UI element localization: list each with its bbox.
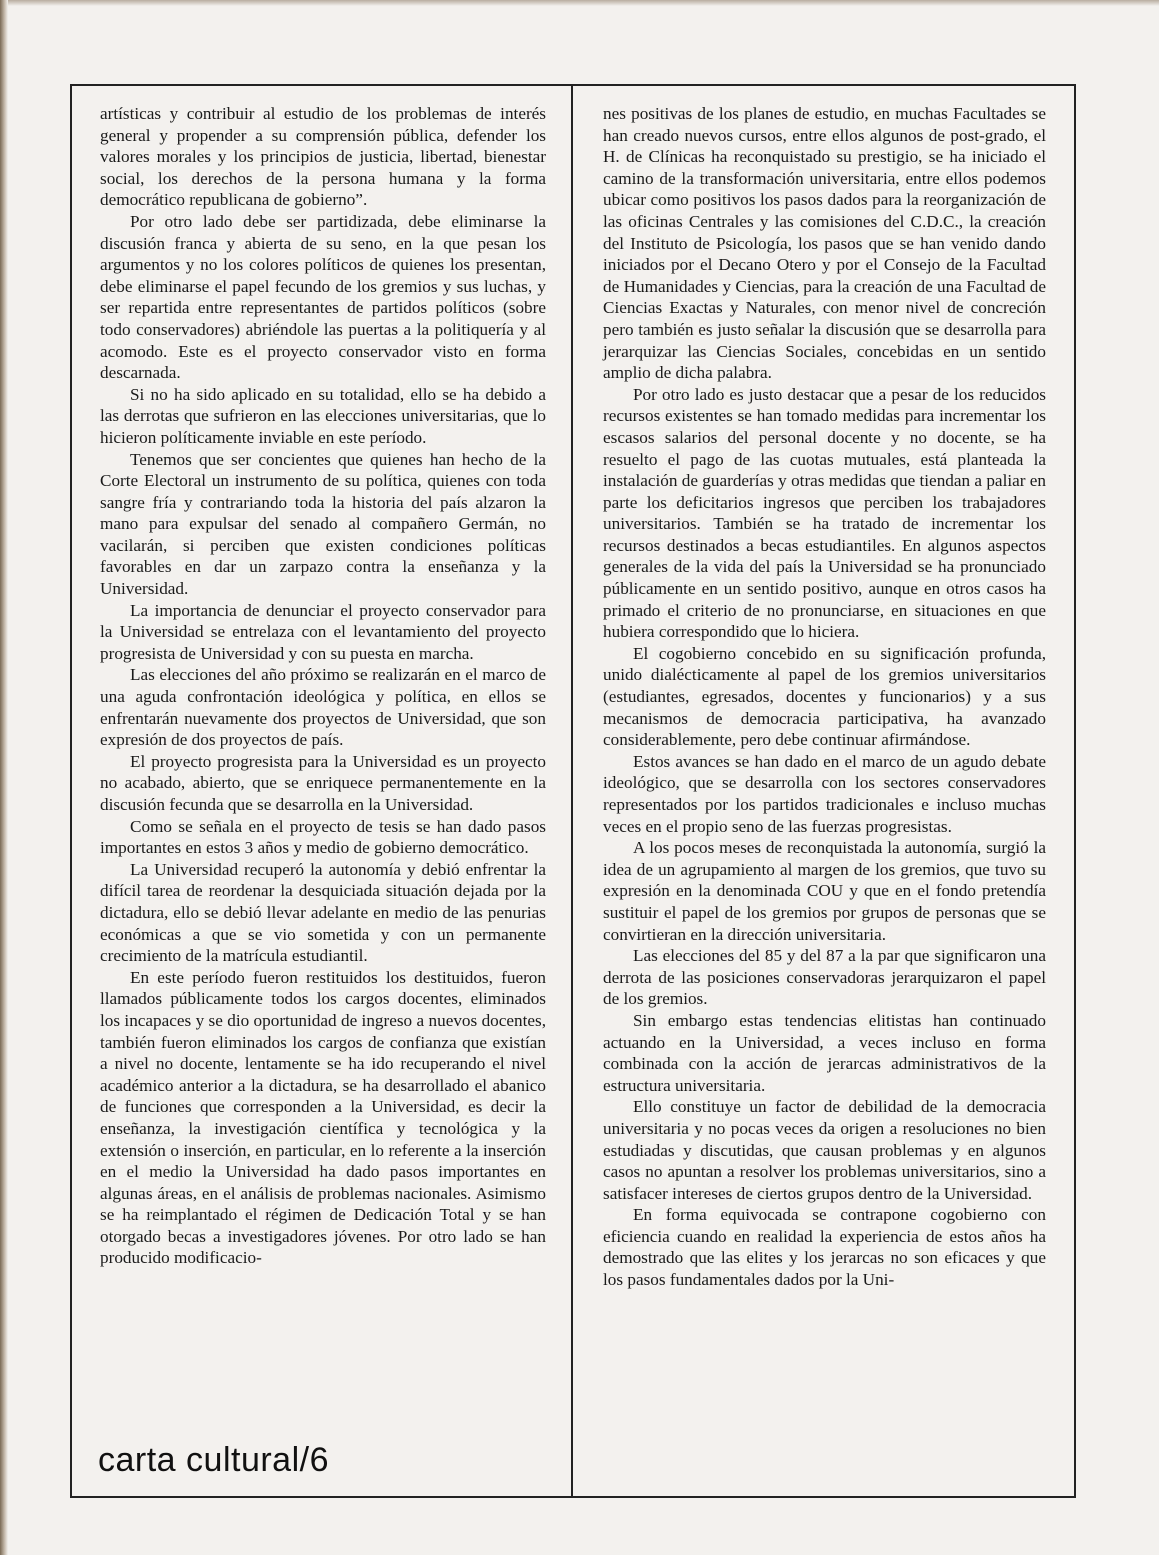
paragraph: Ello constituye un factor de debilidad de la democracia universitaria y no pocas veces da origen a resoluciones no bien estudiadas y discutidas, que causan problemas y en algunos casos no apuntan a resolver los problemas universitarios, sino a satisfacer intereses de ciertos grupos dentro de la Universidad.: [603, 1097, 1046, 1203]
paragraph: La Universidad recuperó la autonomía y debió enfrentar la difícil tarea de reordenar la desquiciada situación dejada por la dictadura, ello se debió llevar adelante en medio de las penurias económicas a que se vio sometida y con un permanente crecimiento de la matrícula estudiantil.: [100, 859, 546, 966]
paragraph: A los pocos meses de reconquistada la autonomía, surgió la idea de un agrupamiento al margen de los gremios, que tuvo su expresión en la denominada COU y que en el fondo pretendía sustituir el papel de los gremios por grupos de personas que se convirtieran en la dirección universitaria.: [603, 838, 1046, 944]
paragraph: En este período fueron restituidos los destituidos, fueron llamados públicamente todos los cargos docentes, eliminados los incapaces y se dio oportunidad de ingreso a nuevos docentes, también fueron eliminados los cargos de confianza que existían a nivel no docente, lentamente se ha ido recuperando el nivel académico anterior a la dictadura, se ha desarrollado el abanico de funciones que corresponden a la Universidad, es decir la enseñanza, la investigación científica y tecnológica y la extensión o inserción, en particular, en lo referente a la inserción en el medio la Universidad ha dado pasos importantes en algunas áreas, en el análisis de problemas nacionales. Asimismo se ha reimplantado el régimen de Dedicación Total y se han otorgado becas a investigadores jóvenes. Por otro lado se han producido modificacio-: [100, 967, 546, 1268]
left-column: [100, 103, 546, 1269]
paragraph: Como se señala en el proyecto de tesis se han dado pasos importantes en estos 3 años y medio de gobierno democrático.: [100, 816, 546, 858]
paragraph: Estos avances se han dado en el marco de un agudo debate ideológico, que se desarrolla con los sectores conservadores representados por los partidos tradicionales e incluso muchas veces en el propio seno de las fuerzas progresistas.: [603, 751, 1046, 836]
paragraph: El proyecto progresista para la Universidad es un proyecto no acabado, abierto, que se enriquece permanentemente en la discusión fecunda que se desarrolla en la Universidad.: [100, 751, 546, 814]
paragraph: Si no ha sido aplicado en su totalidad, ello se ha debido a las derrotas que sufrieron en las elecciones universitarias, que lo hicieron políticamente inviable en este período.: [100, 384, 546, 447]
paragraph: Por otro lado es justo destacar que a pesar de los reducidos recursos existentes se han tomado medidas para incrementar los escasos salarios del personal docente y no docente, se ha resuelto el pago de las cuotas mutuales, está planteada la instalación de guarderías y otras medidas que tiendan a paliar en parte los deficitarios ingresos que perciben los trabajadores universitarios. También se ha tratado de incrementar los recursos destinados a becas estudiantiles. En algunos aspectos generales de la vida del país la Universidad se ha pronunciado públicamente en un sentido positivo, aunque en otros casos ha primado el criterio de no pronunciarse, en situaciones en que hubiera correspondido que lo hiciera.: [603, 384, 1046, 642]
paragraph: Por otro lado debe ser partidizada, debe eliminarse la discusión franca y abierta de su seno, en la que pesan los argumentos y no los colores políticos de quienes los presentan, debe eliminarse el papel fecundo de los gremios y sus luchas, y ser repartida entre representantes de partidos políticos (sobre todo conservadores) abriéndole las puertas a la politiquería y al acomodo. Este es el proyecto conservador visto en forma descarnada.: [100, 211, 546, 383]
column-divider: [571, 84, 573, 1498]
paragraph: Las elecciones del año próximo se realizarán en el marco de una aguda confrontación ideológica y política, en ellos se enfrentarán nuevamente dos proyectos de Universidad, que son expresión de dos proyectos de país.: [100, 665, 546, 750]
paragraph: El cogobierno concebido en su significación profunda, unido dialécticamente al papel de los gremios universitarios (estudiantes, egresados, docentes y funcionarios) y a sus mecanismos de democracia participativa, ha avanzado considerablemente, pero debe continuar afirmándose.: [603, 643, 1046, 750]
paragraph: Las elecciones del 85 y del 87 a la par que significaron una derrota de las posiciones conservadoras jerarquizaron el papel de los gremios.: [603, 946, 1046, 1009]
page-edge-top: [0, 0, 1159, 6]
paragraph: En forma equivocada se contrapone cogobierno con eficiencia cuando en realidad la experiencia de estos años ha demostrado que las elites y los jerarcas no son eficaces y que los pasos fundamentales dados por la Uni-: [603, 1205, 1046, 1290]
paragraph: artísticas y contribuir al estudio de los problemas de interés general y propender a su comprensión pública, defender los valores morales y los principios de justicia, libertad, bienestar social, los derechos de la persona humana y la forma democrático republicana de gobierno”.: [100, 104, 546, 210]
paragraph: Sin embargo estas tendencias elitistas han continuado actuando en la Universidad, a veces incluso en forma combinada con la acción de jerarcas administrativos de la estructura universitaria.: [603, 1010, 1046, 1095]
paragraph: La importancia de denunciar el proyecto conservador para la Universidad se entrelaza con el levantamiento del proyecto progresista de Universidad y con su puesta en marcha.: [100, 600, 546, 663]
paragraph: Tenemos que ser concientes que quienes han hecho de la Corte Electoral un instrumento de su política, quienes con toda sangre fría y contrariando toda la historia del país alzaron la mano para expulsar del senado al compañero Germán, no vacilarán, si perciben que existen condiciones políticas favorables en dar un zarpazo contra la enseñanza y la Universidad.: [100, 449, 546, 599]
footer-page-title: carta cultural/6: [98, 1441, 329, 1479]
right-column: [603, 103, 1046, 1291]
page-edge-left: [0, 0, 8, 1555]
paragraph: nes positivas de los planes de estudio, en muchas Facultades se han creado nuevos cursos, entre ellos algunos de post-grado, el H. de Clínicas ha reconquistado su prestigio, se ha iniciado el camino de la transformación universitaria, entre ellos podemos ubicar como positivos los pasos dados para la reorganización de las oficinas Centrales y las comisiones del C.D.C., la creación del Instituto de Psicología, los pasos que se han venido dando iniciados por el Decano Otero y por el Consejo de la Facultad de Humanidades y Ciencias, para la creación de una Facultad de Ciencias Exactas y Naturales, con menor nivel de concreción pero también es justo señalar la discusión que se desarrolla para jerarquizar las Ciencias Sociales, concebidas en un sentido amplio de dicha palabra.: [603, 104, 1046, 383]
